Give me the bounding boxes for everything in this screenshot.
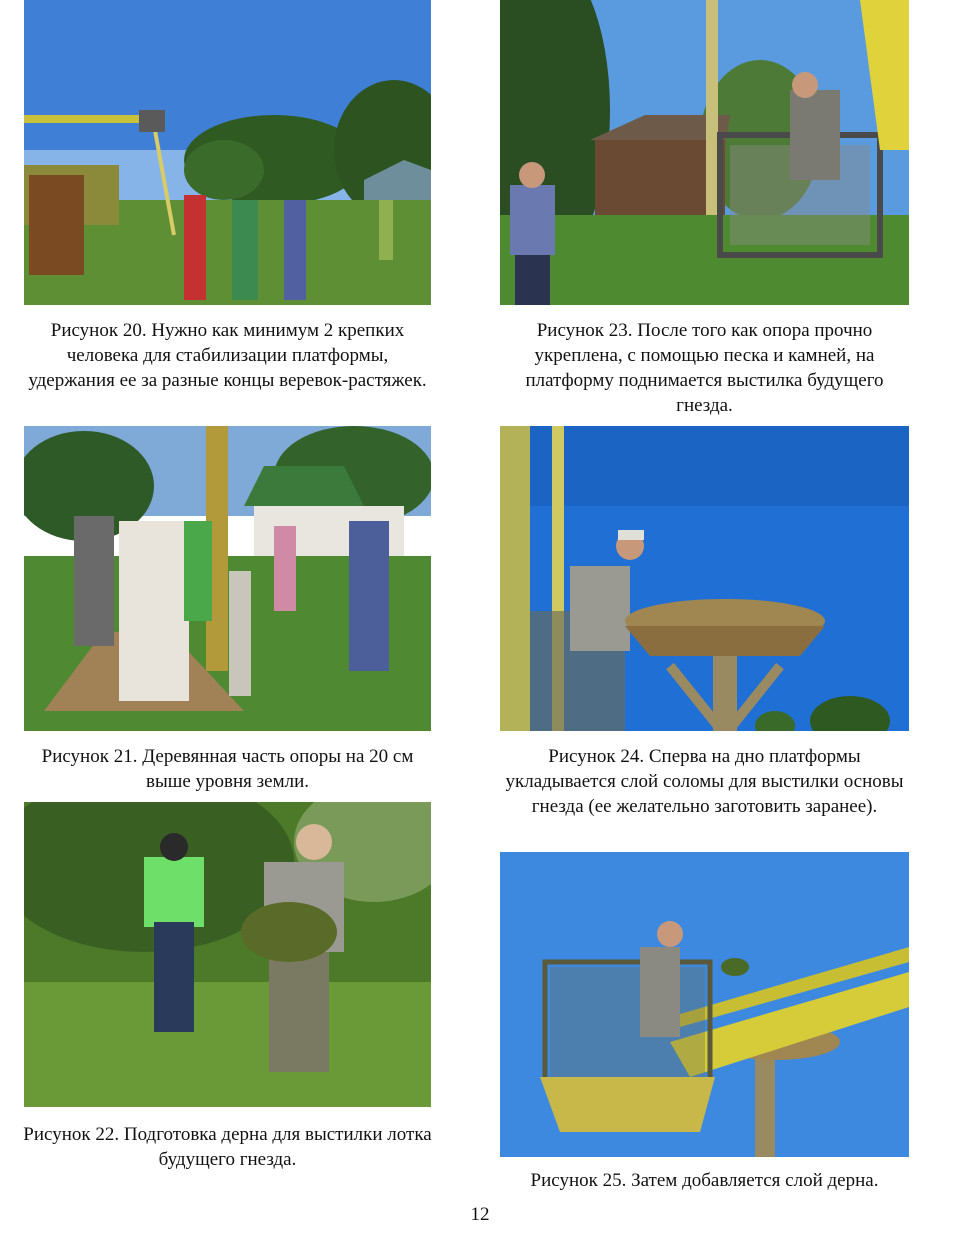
photo-figure-24 [500,426,909,731]
caption-figure-22: Рисунок 22. Подготовка дерна для выстилки лотка будущего гнезда. [23,1124,432,1170]
photo-figure-22 [24,802,431,1107]
photo-figure-25 [500,852,909,1157]
caption-figure-21: Рисунок 21. Деревянная часть опоры на 20 см выше уровня земли. [41,746,414,792]
page-number: 12 [470,1204,490,1225]
caption-figure-24: Рисунок 24. Сперва на дно платформы укладывается слой соломы для выстилки основы гнезда (ее желательно заготовить заранее). [505,746,904,817]
photo-figure-20 [24,0,431,305]
caption-figure-25: Рисунок 25. Затем добавляется слой дерна. [530,1170,879,1191]
photo-figure-23 [500,0,909,305]
photo-figure-21 [24,426,431,731]
caption-figure-20: Рисунок 20. Нужно как минимум 2 крепких человека для стабилизации платформы, удержания ее за разные концы веревок-растяжек. [28,320,427,391]
caption-figure-23: Рисунок 23. После того как опора прочно укреплена, с помощью песка и камней, на платформу поднимается выстилка будущего гнезда. [525,320,884,416]
